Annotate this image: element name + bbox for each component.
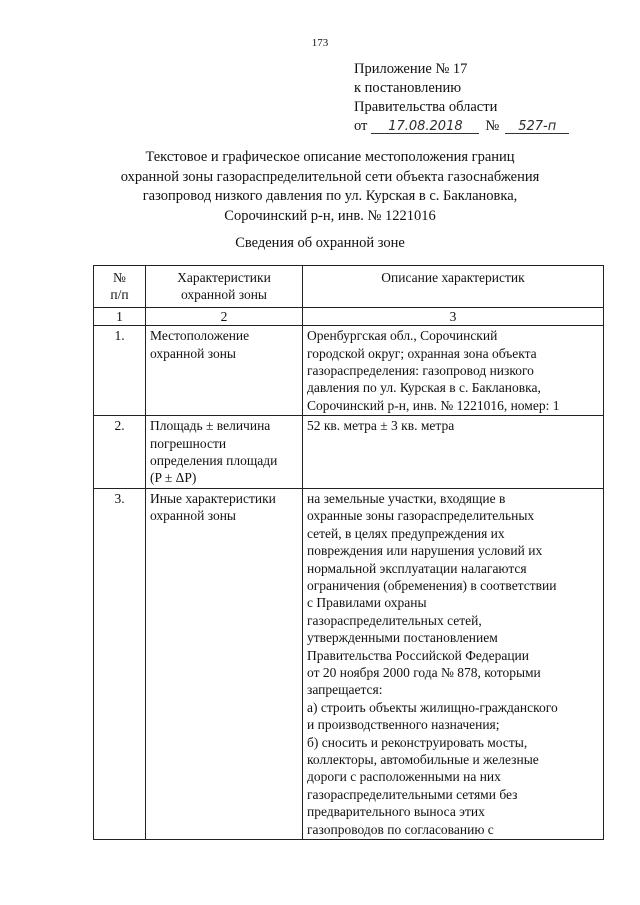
row-description-line: 52 кв. метра ± 3 кв. метра xyxy=(307,418,455,434)
page-number: 173 xyxy=(311,37,329,49)
row-description-line: от 20 ноября 2000 года № 878, которыми xyxy=(307,664,541,680)
appendix-line-2: к постановлению xyxy=(354,80,462,96)
title-line-2: охранной зоны газораспределительной сети объекта газоснабжения xyxy=(120,168,540,185)
section-subtitle: Сведения об охранной зоне xyxy=(235,235,405,251)
row-description-line: предварительного выноса этих xyxy=(307,804,485,820)
row-number: 1. xyxy=(94,326,146,416)
row-name-line: определения площади xyxy=(150,453,278,469)
row-name-line: (P ± ΔP) xyxy=(150,470,197,486)
index-cell: 3 xyxy=(303,307,604,325)
table-header-row xyxy=(94,266,604,308)
row-description-line: а) строить объекты жилищно-гражданского xyxy=(307,699,558,715)
row-description-line: запрещается: xyxy=(307,682,383,698)
header-description xyxy=(303,266,604,308)
row-name xyxy=(146,488,303,839)
row-description-line: сетей, в целях предупреждения их xyxy=(307,525,505,541)
row-description-line: б) сносить и реконструировать мосты, xyxy=(307,734,528,750)
row-description-line: охранные зоны газораспределительных xyxy=(307,508,535,524)
from-label: от xyxy=(354,118,368,134)
handwritten-number: 527-п xyxy=(505,120,569,134)
title-line-3: газопровод низкого давления по ул. Курская в с. Баклановка, xyxy=(142,188,518,204)
document-title xyxy=(60,148,600,226)
row-description-line: газопроводов по согласованию с xyxy=(307,821,494,837)
row-description-line: и производственного назначения; xyxy=(307,717,500,733)
header-number xyxy=(94,266,146,308)
row-description xyxy=(303,326,604,416)
row-name-line: охранной зоны xyxy=(150,345,237,361)
row-description-line: газораспределительными сетями без xyxy=(307,786,518,802)
table-row xyxy=(94,326,604,416)
row-description-line: коллекторы, автомобильные и железные xyxy=(307,751,539,767)
row-description-line: на земельные участки, входящие в xyxy=(307,490,506,506)
row-name-line: охранной зоны xyxy=(150,508,237,524)
row-description-line: газораспределительных сетей, xyxy=(307,612,482,628)
row-description-line: повреждения или нарушения условий их xyxy=(307,543,543,559)
row-description-line: утвержденными постановлением xyxy=(307,630,498,646)
row-description-line: давления по ул. Курская в с. Баклановка, xyxy=(307,380,541,396)
row-description-line: нормальной эксплуатации налагаются xyxy=(307,560,527,576)
row-description xyxy=(303,488,604,839)
number-label: № xyxy=(485,118,500,134)
index-cell: 2 xyxy=(146,307,303,325)
row-name xyxy=(146,326,303,416)
row-name-line: погрешности xyxy=(150,435,227,451)
table-index-row xyxy=(94,307,604,325)
row-name-line: Площадь ± величина xyxy=(150,418,271,434)
appendix-line-3: Правительства области xyxy=(354,99,498,115)
row-description-line: Правительства Российской Федерации xyxy=(307,647,529,663)
header-characteristics xyxy=(146,266,303,308)
row-description-line: городской округ; охранная зона объекта xyxy=(307,345,537,361)
row-description-line: ограничения (обременения) в соответствии xyxy=(307,577,557,593)
row-name-line: Иные характеристики xyxy=(150,490,276,506)
title-line-1: Текстовое и графическое описание местоположения границ xyxy=(145,149,515,165)
title-line-4: Сорочинский р-н, инв. № 1221016 xyxy=(224,207,436,224)
index-cell: 1 xyxy=(94,307,146,325)
header-number-line: № xyxy=(113,270,126,285)
row-description-line: дороги с расположенными на них xyxy=(307,769,501,785)
row-name xyxy=(146,416,303,489)
header-description-line: Описание характеристик xyxy=(381,270,525,285)
row-description-line: газораспределения: газопровод низкого xyxy=(307,363,534,379)
row-description-line: Оренбургская обл., Сорочинский xyxy=(307,328,498,344)
row-description-line: с Правилами охраны xyxy=(307,595,427,611)
appendix-date-line xyxy=(354,117,569,136)
row-description-line: Сорочинский р-н, инв. № 1221016, номер: 1 xyxy=(307,397,560,413)
header-characteristics-line: Характеристики xyxy=(177,270,271,285)
handwritten-date: 17.08.2018 xyxy=(371,120,479,134)
table-row xyxy=(94,416,604,489)
header-characteristics-line: охранной зоны xyxy=(180,287,267,303)
appendix-block xyxy=(354,60,569,136)
row-number: 2. xyxy=(94,416,146,489)
protection-zone-table xyxy=(93,265,604,840)
row-name-line: Местоположение xyxy=(150,328,250,344)
header-number-line: п/п xyxy=(110,287,129,303)
appendix-line-1: Приложение № 17 xyxy=(354,61,468,77)
row-number: 3. xyxy=(94,488,146,839)
table-row xyxy=(94,488,604,839)
row-description xyxy=(303,416,604,489)
